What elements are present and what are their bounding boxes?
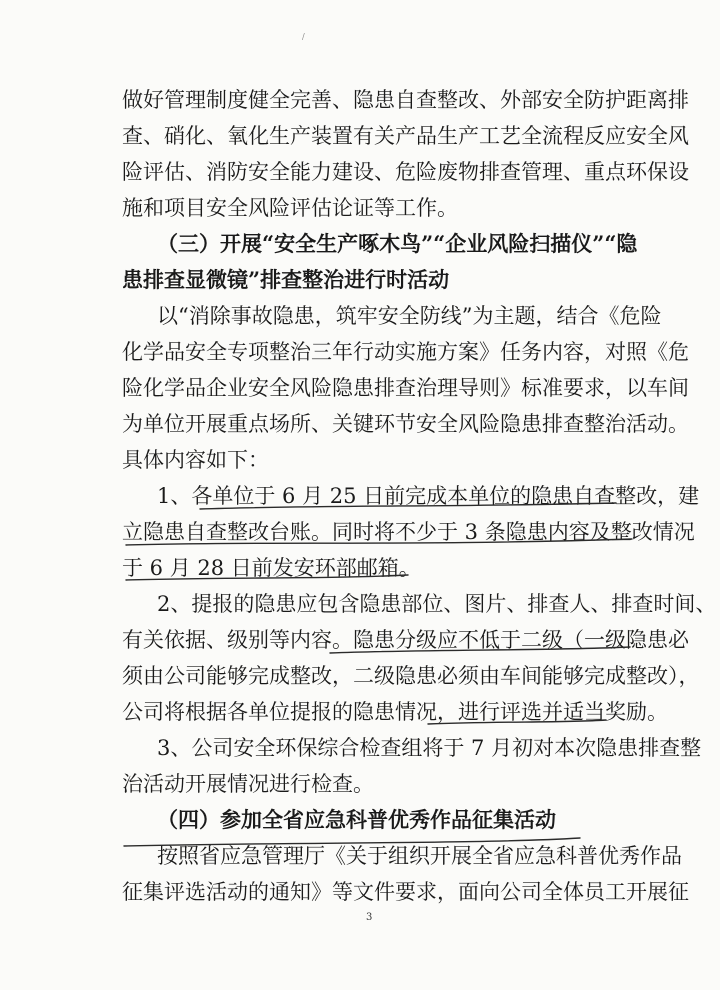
text-line: 征集评选活动的通知》等文件要求，面向公司全体员工开展征 xyxy=(122,880,689,904)
text-line: 有关依据、级别等内容。隐患分级应不低于二级（一级隐患必 xyxy=(122,628,689,652)
text-line: 具体内容如下： xyxy=(122,448,269,472)
section-heading-3-cont: 患排查显微镜”排查整治进行时活动 xyxy=(122,267,450,292)
page-number: 3 xyxy=(366,912,373,923)
text-line: 查、硝化、氧化生产装置有关产品生产工艺全流程反应安全风 xyxy=(122,124,689,148)
item-1: 1、各单位于 6 月 25 日前完成本单位的隐患自查整改，建 xyxy=(157,484,700,508)
text-line: 立隐患自查整改台账。同时将不少于 3 条隐患内容及整改情况 xyxy=(122,520,695,544)
text-line: 险化学品企业安全风险隐患排查治理导则》标准要求，以车间 xyxy=(122,376,689,400)
text-line: 按照省应急管理厅《关于组织开展全省应急科普优秀作品 xyxy=(157,844,682,868)
item-2: 2、提报的隐患应包含隐患部位、图片、排查人、排查时间、 xyxy=(157,592,717,616)
text-line: 施和项目安全风险评估论证等工作。 xyxy=(122,196,458,220)
text-line: 于 6 月 28 日前发安环部邮箱。 xyxy=(122,556,420,580)
text-line: 化学品安全专项整治三年行动实施方案》任务内容，对照《危 xyxy=(122,340,689,364)
item-3: 3、公司安全环保综合检查组将于 7 月初对本次隐患排查整 xyxy=(157,736,702,760)
page-top-mark: / xyxy=(302,32,305,41)
text-line: 以“消除事故隐患，筑牢安全防线”为主题，结合《危险 xyxy=(157,304,662,328)
text-line: 为单位开展重点场所、关键环节安全风险隐患排查整治活动。 xyxy=(122,412,689,436)
text-line: 险评估、消防安全能力建设、危险废物排查管理、重点环保设 xyxy=(122,160,689,184)
text-line: 做好管理制度健全完善、隐患自查整改、外部安全防护距离排 xyxy=(122,88,689,112)
text-line: 治活动开展情况进行检查。 xyxy=(122,772,374,796)
text-line: 须由公司能够完成整改，二级隐患必须由车间能够完成整改）， xyxy=(122,664,700,688)
section-heading-3: （三）开展“安全生产啄木鸟”“企业风险扫描仪”“隐 xyxy=(157,231,638,256)
section-heading-4: （四）参加全省应急科普优秀作品征集活动 xyxy=(157,807,556,832)
text-line: 公司将根据各单位提报的隐患情况，进行评选并适当奖励。 xyxy=(122,700,668,724)
